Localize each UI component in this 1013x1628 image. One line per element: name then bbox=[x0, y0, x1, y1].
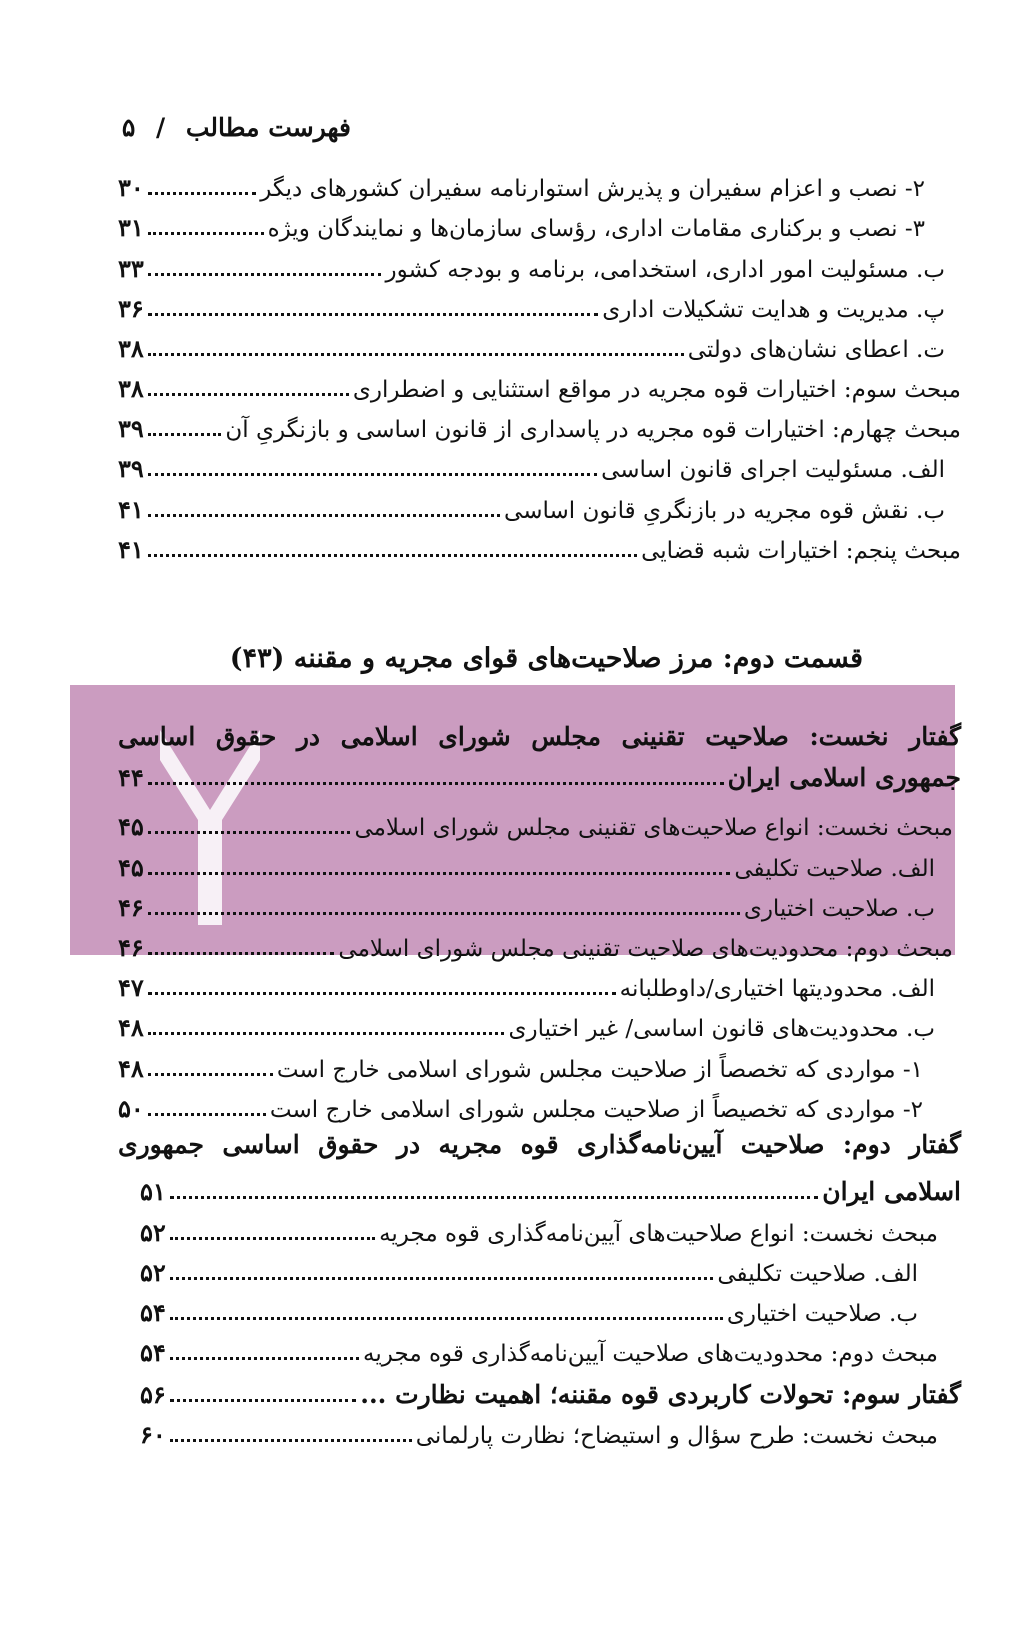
toc-entry: ۲- مواردی که تخصیصاً از صلاحیت مجلس شورای اسلامی خارج است ۵۰ bbox=[118, 1094, 923, 1123]
chapter-heading: گفتار سوم: تحولات کاربردی قوه مقننه؛ اهمیت نظارت ... ۵۶ bbox=[140, 1380, 961, 1409]
page-header bbox=[122, 113, 351, 142]
chapter-heading-end: اسلامی ایران ۵۱ bbox=[140, 1177, 961, 1206]
toc-entry: مبحث سوم: اختیارات قوه مجریه در مواقع استثنایی و اضطراری ۳۸ bbox=[118, 374, 961, 403]
toc-entry: پ. مدیریت و هدایت تشکیلات اداری ۳۶ bbox=[118, 294, 945, 323]
toc-entry: الف. صلاحیت تکلیفی ۴۵ bbox=[118, 853, 935, 882]
toc-entry: مبحث نخست: انواع صلاحیت‌های آیین‌نامه‌گذاری قوه مجریه ۵۲ bbox=[140, 1218, 938, 1247]
toc-entry: ۱- مواردی که تخصصاً از صلاحیت مجلس شورای اسلامی خارج است ۴۸ bbox=[118, 1054, 923, 1083]
toc-entry: الف. مسئولیت اجرای قانون اساسی ۳۹ bbox=[118, 454, 945, 483]
part-title: قسمت دوم: مرز صلاحیت‌های قوای مجریه و مقننه (۴۳) bbox=[229, 643, 863, 674]
toc-entry: مبحث نخست: طرح سؤال و استیضاح؛ نظارت پارلمانی ۶۰ bbox=[140, 1420, 938, 1449]
toc-entry: مبحث دوم: محدودیت‌های صلاحیت تقنینی مجلس شورای اسلامی ۴۶ bbox=[118, 933, 953, 962]
toc-entry: مبحث دوم: محدودیت‌های صلاحیت آیین‌نامه‌گذاری قوه مجریه ۵۴ bbox=[140, 1338, 938, 1367]
toc-entry: الف. صلاحیت تکلیفی ۵۲ bbox=[140, 1258, 918, 1287]
toc-entry: ب. محدودیت‌های قانون اساسی/ غیر اختیاری ۴۸ bbox=[118, 1013, 935, 1042]
header-separator: / bbox=[155, 113, 166, 142]
toc-entry: مبحث نخست: انواع صلاحیت‌های تقنینی مجلس شورای اسلامی ۴۵ bbox=[118, 812, 953, 841]
header-title: فهرست مطالب bbox=[185, 113, 351, 142]
toc-entry: ب. نقش قوه مجریه در بازنگریِ قانون اساسی ۴۱ bbox=[118, 495, 945, 524]
toc-entry: الف. محدودیتها اختیاری/داوطلبانه ۴۷ bbox=[118, 973, 935, 1002]
chapter-heading-end: جمهوری اسلامی ایران ۴۴ bbox=[118, 763, 961, 792]
toc-entry: ت. اعطای نشان‌های دولتی ۳۸ bbox=[118, 334, 945, 363]
toc-entry: مبحث چهارم: اختیارات قوه مجریه در پاسداری از قانون اساسی و بازنگریِ آن ۳۹ bbox=[118, 414, 961, 443]
toc-entry: ب. صلاحیت اختیاری ۴۶ bbox=[118, 893, 935, 922]
chapter-heading: گفتار نخست: صلاحیت تقنینی مجلس شورای اسلامی در حقوق اساسی bbox=[118, 722, 961, 751]
toc-entry: ب. مسئولیت امور اداری، استخدامی، برنامه و بودجه کشور ۳۳ bbox=[118, 254, 945, 283]
chapter-heading: گفتار دوم: صلاحیت آیین‌نامه‌گذاری قوه مجریه در حقوق اساسی جمهوری bbox=[118, 1130, 961, 1159]
toc-entry: مبحث پنجم: اختیارات شبه قضایی ۴۱ bbox=[118, 535, 961, 564]
toc-entry: ۲- نصب و اعزام سفیران و پذیرش استوارنامه سفیران کشورهای دیگر ۳۰ bbox=[118, 173, 925, 202]
toc-entry: ۳- نصب و برکناری مقامات اداری، رؤسای سازمان‌ها و نمایندگان ویژه ۳۱ bbox=[118, 213, 925, 242]
toc-entry: ب. صلاحیت اختیاری ۵۴ bbox=[140, 1298, 918, 1327]
header-page-number: ۵ bbox=[121, 113, 136, 142]
